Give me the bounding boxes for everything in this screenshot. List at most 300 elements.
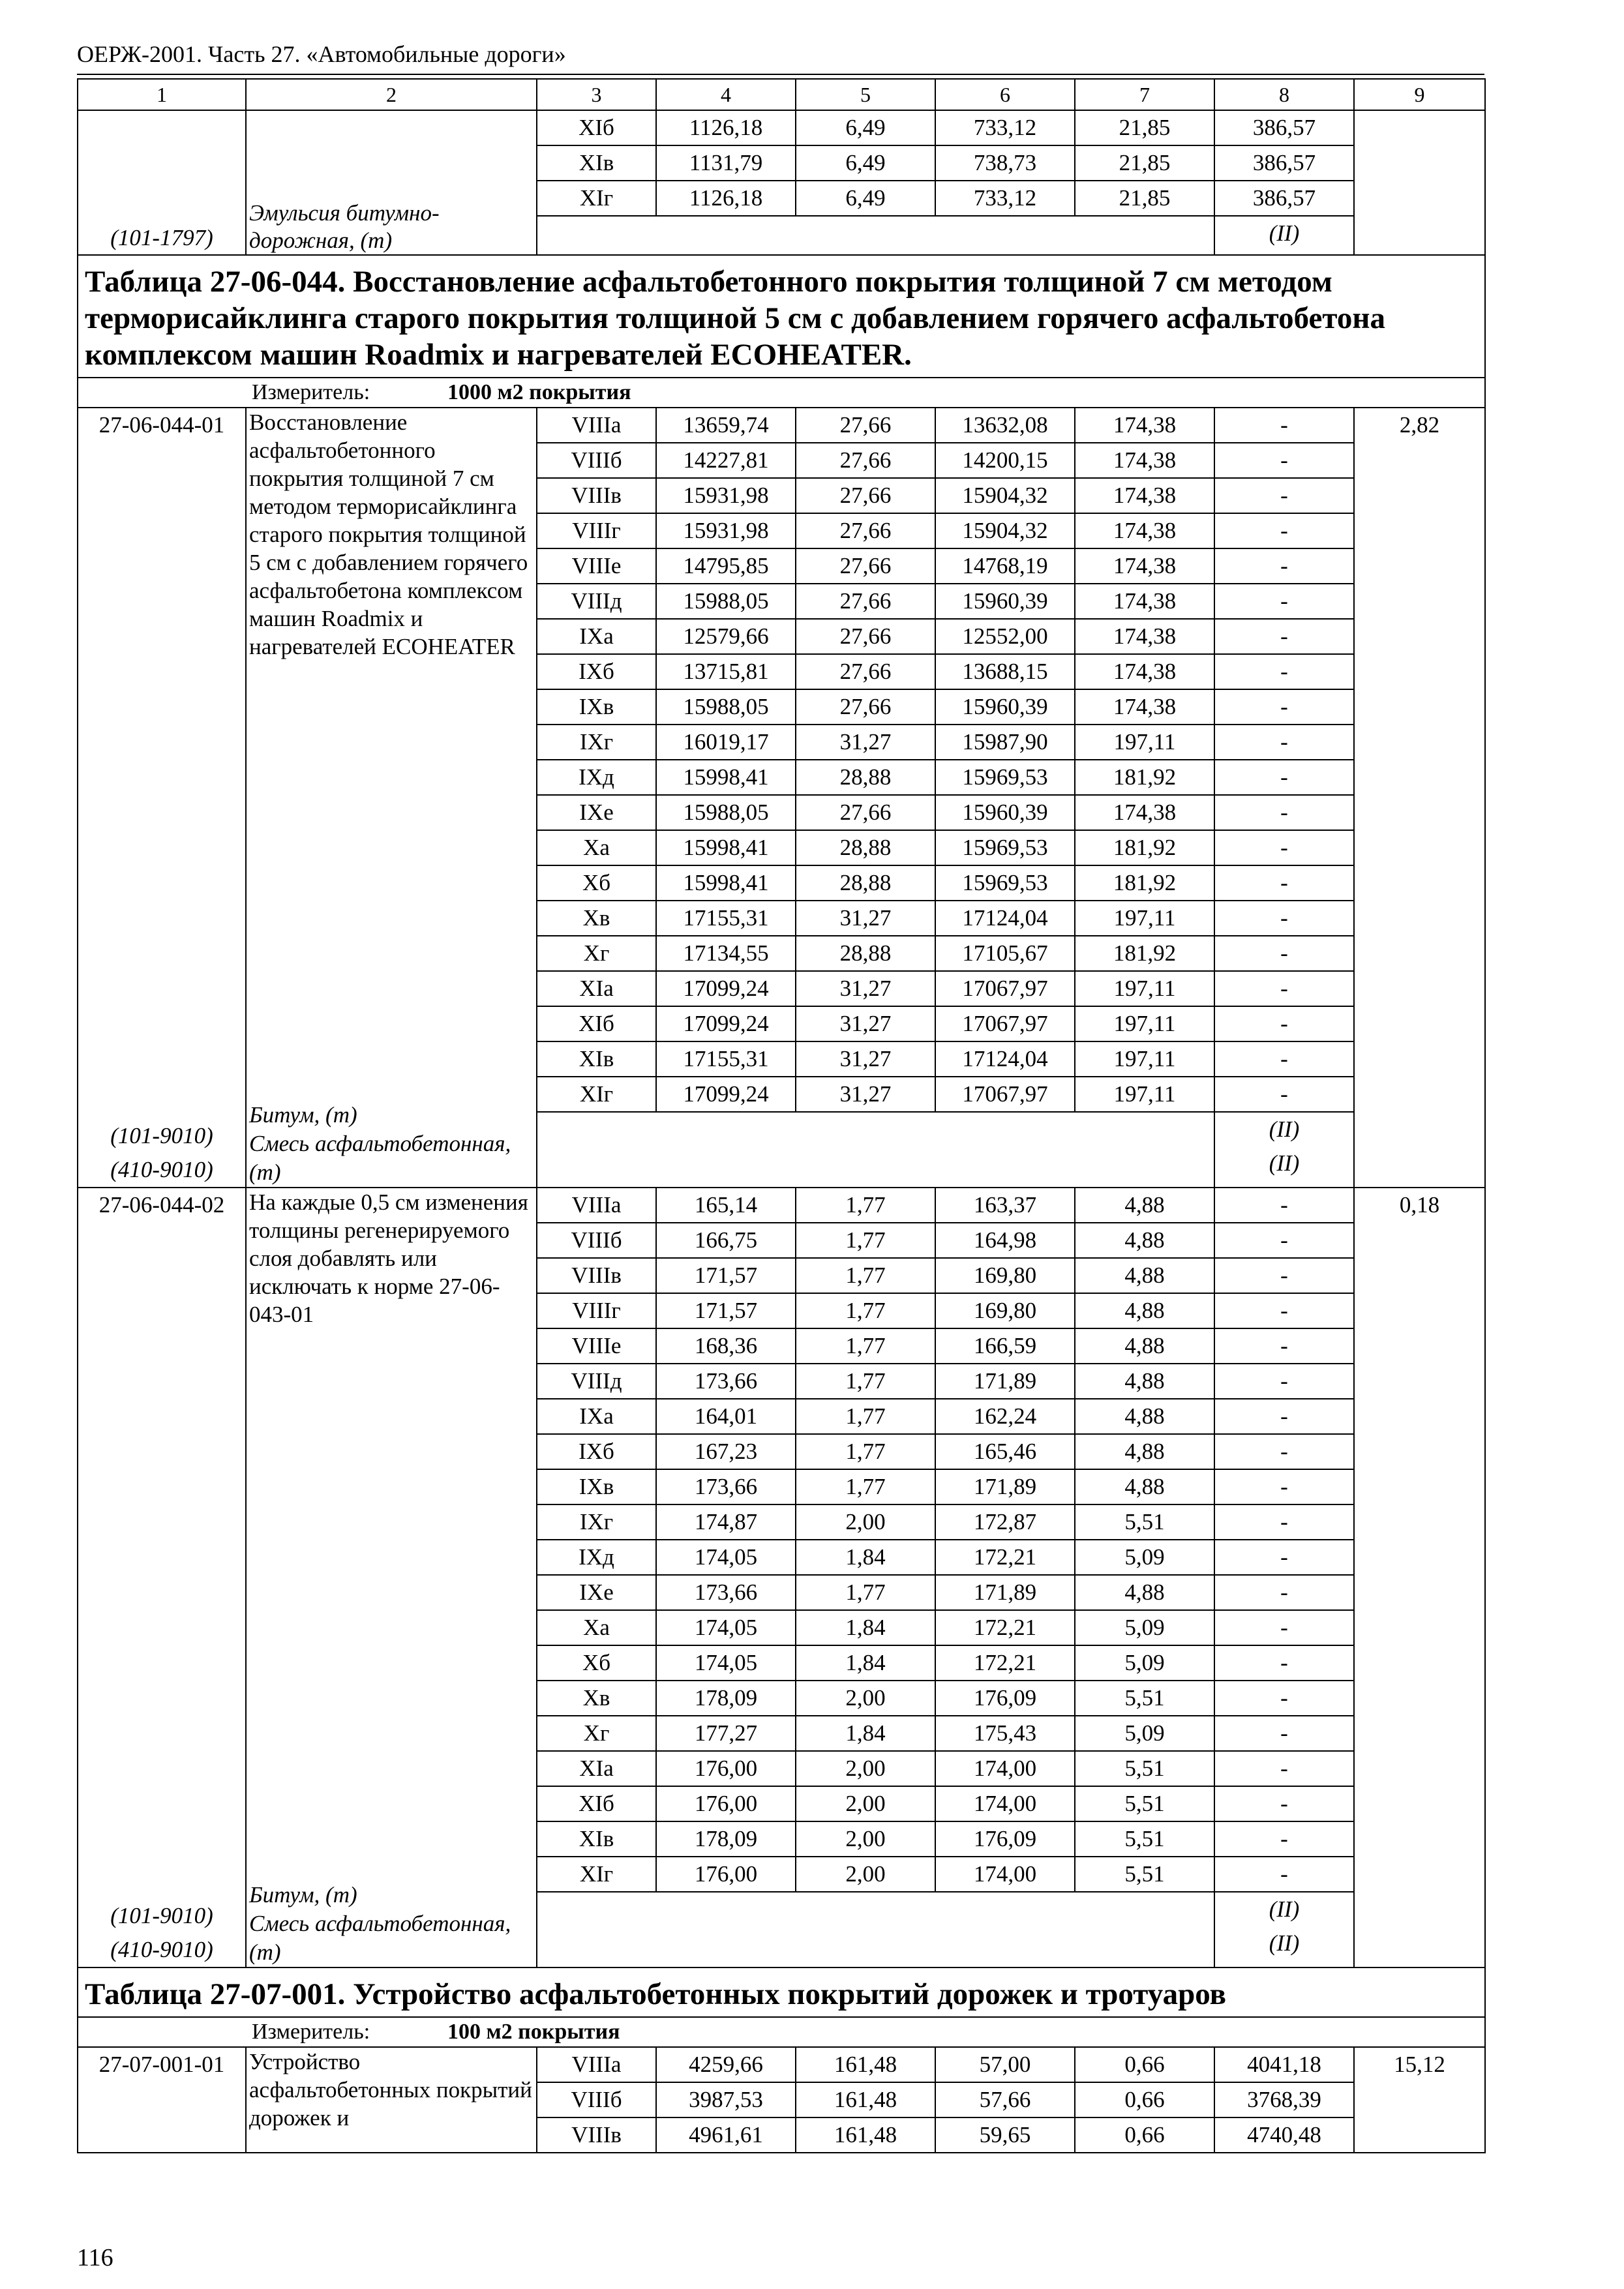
- value-cell: 174,38: [1075, 795, 1214, 830]
- value-cell: 27,66: [796, 619, 935, 654]
- value-cell: 15969,53: [935, 830, 1075, 865]
- value-cell: -: [1214, 1540, 1354, 1575]
- value-cell: 15969,53: [935, 865, 1075, 901]
- header-rule: [77, 74, 1484, 75]
- value-cell: 0,66: [1075, 2047, 1214, 2082]
- value-cell: 15931,98: [656, 513, 796, 548]
- value-cell: -: [1214, 1077, 1354, 1112]
- value-cell: 1131,79: [656, 145, 796, 181]
- value-cell: -: [1214, 936, 1354, 971]
- value-cell: 1,84: [796, 1610, 935, 1645]
- column-number: 5: [796, 79, 935, 110]
- region-cell: VIIIг: [537, 513, 656, 548]
- measure-label: Измеритель:: [252, 380, 370, 404]
- value-cell: 171,89: [935, 1469, 1075, 1504]
- region-cell: VIIIг: [537, 1293, 656, 1328]
- region-cell: IXб: [537, 654, 656, 689]
- value-cell: 176,09: [935, 1681, 1075, 1716]
- norm-name: Восстановление асфальтобетонного покрытия толщиной 7 см методом терморисайклинга старого покрытия толщиной 5 см с добавлением горячего асфальтобетона комплексом машин Roadmix и нагревателей ECOHEATER: [249, 410, 528, 659]
- value-cell: 169,80: [935, 1293, 1075, 1328]
- norm-code-cell: [78, 408, 246, 1188]
- value-cell: 1126,18: [656, 110, 796, 145]
- value-cell: 28,88: [796, 865, 935, 901]
- value-cell: 28,88: [796, 760, 935, 795]
- value-cell: 57,00: [935, 2047, 1075, 2082]
- table-07-001-title: Таблица 27-07-001. Устройство асфальтобетонных покрытий дорожек и тротуаров: [78, 1967, 1485, 2017]
- value-cell: 168,36: [656, 1328, 796, 1364]
- value-cell: 178,09: [656, 1681, 796, 1716]
- value-cell: 15960,39: [935, 689, 1075, 725]
- value-cell: -: [1214, 725, 1354, 760]
- region-cell: IXг: [537, 725, 656, 760]
- value-cell: 13715,81: [656, 654, 796, 689]
- value-cell: 166,59: [935, 1328, 1075, 1364]
- col9-cell: 2,82: [1354, 408, 1485, 1188]
- material-code: (101-9010): [110, 1123, 213, 1148]
- column-number: 4: [656, 79, 796, 110]
- region-cell: XIв: [537, 145, 656, 181]
- norm-code: 27-07-001-01: [98, 2052, 225, 2077]
- value-cell: 15998,41: [656, 830, 796, 865]
- value-cell: 1,77: [796, 1188, 935, 1223]
- column-number: 9: [1354, 79, 1485, 110]
- value-cell: 197,11: [1075, 1041, 1214, 1077]
- value-cell: 173,66: [656, 1469, 796, 1504]
- value-cell: 1,77: [796, 1293, 935, 1328]
- material-name: Битум, (т): [249, 1882, 357, 1908]
- value-cell: 174,38: [1075, 513, 1214, 548]
- value-cell: 4,88: [1075, 1223, 1214, 1258]
- value-cell: 176,09: [935, 1821, 1075, 1857]
- norm-name-cell: [246, 1188, 537, 1967]
- value-cell: 197,11: [1075, 1077, 1214, 1112]
- value-cell: 27,66: [796, 654, 935, 689]
- value-cell: 176,00: [656, 1857, 796, 1892]
- value-cell: 4,88: [1075, 1188, 1214, 1223]
- value-cell: 1,77: [796, 1575, 935, 1610]
- value-cell: 4,88: [1075, 1364, 1214, 1399]
- value-cell: 174,05: [656, 1610, 796, 1645]
- empty-cell: [537, 1892, 1214, 1967]
- value-cell: 15998,41: [656, 865, 796, 901]
- value-cell: 4,88: [1075, 1469, 1214, 1504]
- value-cell: 15931,98: [656, 478, 796, 513]
- region-cell: XIг: [537, 1077, 656, 1112]
- norms-table: [77, 78, 1486, 2153]
- material-marks: [1214, 1892, 1354, 1967]
- region-cell: Xб: [537, 1645, 656, 1681]
- table-row: [78, 2047, 1485, 2082]
- value-cell: 5,09: [1075, 1540, 1214, 1575]
- value-cell: 57,66: [935, 2082, 1075, 2117]
- norm-name: Устройство асфальтобетонных покрытий дорожек и: [249, 2049, 532, 2131]
- value-cell: 5,09: [1075, 1716, 1214, 1751]
- column-number: 3: [537, 79, 656, 110]
- value-cell: -: [1214, 1645, 1354, 1681]
- value-cell: 27,66: [796, 478, 935, 513]
- value-cell: 28,88: [796, 936, 935, 971]
- value-cell: 31,27: [796, 1006, 935, 1041]
- value-cell: 738,73: [935, 145, 1075, 181]
- value-cell: 12579,66: [656, 619, 796, 654]
- value-cell: 27,66: [796, 443, 935, 478]
- value-cell: 386,57: [1214, 110, 1354, 145]
- material-code: (410-9010): [110, 1937, 213, 1962]
- value-cell: 4,88: [1075, 1575, 1214, 1610]
- region-cell: VIIIд: [537, 584, 656, 619]
- value-cell: 174,38: [1075, 478, 1214, 513]
- value-cell: 173,66: [656, 1364, 796, 1399]
- region-cell: XIа: [537, 971, 656, 1006]
- region-cell: Xа: [537, 1610, 656, 1645]
- value-cell: 164,01: [656, 1399, 796, 1434]
- value-cell: 4,88: [1075, 1328, 1214, 1364]
- value-cell: 161,48: [796, 2082, 935, 2117]
- value-cell: 172,21: [935, 1645, 1075, 1681]
- value-cell: 4041,18: [1214, 2047, 1354, 2082]
- value-cell: 4,88: [1075, 1399, 1214, 1434]
- value-cell: -: [1214, 1006, 1354, 1041]
- value-cell: 1,77: [796, 1469, 935, 1504]
- value-cell: -: [1214, 1469, 1354, 1504]
- value-cell: 174,38: [1075, 443, 1214, 478]
- value-cell: 21,85: [1075, 181, 1214, 216]
- value-cell: -: [1214, 901, 1354, 936]
- norm-code-cell: [78, 1188, 246, 1967]
- region-cell: XIб: [537, 1006, 656, 1041]
- value-cell: 4,88: [1075, 1258, 1214, 1293]
- value-cell: 31,27: [796, 1041, 935, 1077]
- table-title-row: [78, 1967, 1485, 2017]
- value-cell: 1,84: [796, 1540, 935, 1575]
- value-cell: 17067,97: [935, 1077, 1075, 1112]
- value-cell: 165,14: [656, 1188, 796, 1223]
- value-cell: 59,65: [935, 2117, 1075, 2153]
- value-cell: -: [1214, 654, 1354, 689]
- region-cell: VIIIв: [537, 2117, 656, 2153]
- value-cell: 14200,15: [935, 443, 1075, 478]
- material-mark: (II): [1269, 1116, 1300, 1142]
- region-cell: Xв: [537, 901, 656, 936]
- value-cell: 17067,97: [935, 971, 1075, 1006]
- region-cell: IXг: [537, 1504, 656, 1540]
- value-cell: 16019,17: [656, 725, 796, 760]
- value-cell: 161,48: [796, 2047, 935, 2082]
- value-cell: 17134,55: [656, 936, 796, 971]
- value-cell: 15988,05: [656, 689, 796, 725]
- value-cell: -: [1214, 1751, 1354, 1786]
- value-cell: 1,84: [796, 1716, 935, 1751]
- value-cell: 15960,39: [935, 584, 1075, 619]
- value-cell: 2,00: [796, 1857, 935, 1892]
- value-cell: 175,43: [935, 1716, 1075, 1751]
- value-cell: 17124,04: [935, 901, 1075, 936]
- region-cell: VIIIе: [537, 548, 656, 584]
- value-cell: 174,05: [656, 1540, 796, 1575]
- col9-cell: 0,18: [1354, 1188, 1485, 1967]
- value-cell: 14795,85: [656, 548, 796, 584]
- value-cell: -: [1214, 1681, 1354, 1716]
- value-cell: 31,27: [796, 971, 935, 1006]
- table-07-001-measure: [78, 2017, 1485, 2047]
- value-cell: -: [1214, 1293, 1354, 1328]
- norm-code: 27-06-044-02: [98, 1192, 225, 1218]
- value-cell: -: [1214, 1223, 1354, 1258]
- material-code: (101-1797): [110, 225, 213, 250]
- value-cell: 0,66: [1075, 2117, 1214, 2153]
- region-cell: IXв: [537, 1469, 656, 1504]
- value-cell: 164,98: [935, 1223, 1075, 1258]
- column-number: 1: [78, 79, 246, 110]
- value-cell: 4740,48: [1214, 2117, 1354, 2153]
- value-cell: -: [1214, 971, 1354, 1006]
- value-cell: 0,66: [1075, 2082, 1214, 2117]
- value-cell: 174,87: [656, 1504, 796, 1540]
- value-cell: 174,38: [1075, 408, 1214, 443]
- empty-cell: [537, 216, 1214, 255]
- value-cell: 15904,32: [935, 513, 1075, 548]
- region-cell: IXб: [537, 1434, 656, 1469]
- value-cell: 1,77: [796, 1223, 935, 1258]
- value-cell: 166,75: [656, 1223, 796, 1258]
- value-cell: 13632,08: [935, 408, 1075, 443]
- value-cell: 197,11: [1075, 901, 1214, 936]
- table-044-measure: [78, 378, 1485, 408]
- value-cell: 197,11: [1075, 971, 1214, 1006]
- value-cell: 2,00: [796, 1681, 935, 1716]
- value-cell: 173,66: [656, 1575, 796, 1610]
- value-cell: 17124,04: [935, 1041, 1075, 1077]
- value-cell: 165,46: [935, 1434, 1075, 1469]
- material-name: Смесь асфальтобетонная, (т): [249, 1131, 511, 1185]
- region-cell: VIIIв: [537, 478, 656, 513]
- value-cell: 17155,31: [656, 1041, 796, 1077]
- measure-label: Измеритель:: [252, 2020, 370, 2044]
- value-cell: 171,57: [656, 1293, 796, 1328]
- value-cell: 167,23: [656, 1434, 796, 1469]
- value-cell: 1,77: [796, 1434, 935, 1469]
- value-cell: 6,49: [796, 181, 935, 216]
- value-cell: -: [1214, 443, 1354, 478]
- value-cell: 17099,24: [656, 1006, 796, 1041]
- value-cell: 1126,18: [656, 181, 796, 216]
- material-code: (410-9010): [110, 1157, 213, 1182]
- material-mark: (II): [1269, 1150, 1300, 1176]
- norm-name: На каждые 0,5 см изменения толщины регенерируемого слоя добавлять или исключать к норме 27-06-043-01: [249, 1189, 528, 1327]
- value-cell: 1,77: [796, 1399, 935, 1434]
- value-cell: -: [1214, 513, 1354, 548]
- value-cell: 3987,53: [656, 2082, 796, 2117]
- value-cell: 169,80: [935, 1258, 1075, 1293]
- col9-cell: [1354, 110, 1485, 255]
- measure-row: [78, 2017, 1485, 2047]
- value-cell: 174,38: [1075, 654, 1214, 689]
- region-cell: Xб: [537, 865, 656, 901]
- value-cell: 2,00: [796, 1786, 935, 1821]
- value-cell: 174,38: [1075, 548, 1214, 584]
- region-cell: IXа: [537, 1399, 656, 1434]
- value-cell: 17067,97: [935, 1006, 1075, 1041]
- value-cell: 1,84: [796, 1645, 935, 1681]
- value-cell: 176,00: [656, 1786, 796, 1821]
- region-cell: IXе: [537, 1575, 656, 1610]
- value-cell: -: [1214, 619, 1354, 654]
- region-cell: Xа: [537, 830, 656, 865]
- region-cell: Xг: [537, 936, 656, 971]
- value-cell: 5,51: [1075, 1857, 1214, 1892]
- value-cell: 181,92: [1075, 936, 1214, 971]
- value-cell: 13688,15: [935, 654, 1075, 689]
- value-cell: 15988,05: [656, 584, 796, 619]
- value-cell: 178,09: [656, 1821, 796, 1857]
- value-cell: -: [1214, 1364, 1354, 1399]
- value-cell: 386,57: [1214, 145, 1354, 181]
- value-cell: -: [1214, 1857, 1354, 1892]
- name-cell: [246, 110, 537, 255]
- norm-code: 27-06-044-01: [98, 412, 225, 438]
- value-cell: 27,66: [796, 408, 935, 443]
- table-044-title: Таблица 27-06-044. Восстановление асфальтобетонного покрытия толщиной 7 см методом терморисайклинга старого покрытия толщиной 5 см с добавлением горячего асфальтобетона комплексом машин Roadmix и нагревателей ECOHEATER.: [78, 255, 1485, 378]
- value-cell: 15969,53: [935, 760, 1075, 795]
- value-cell: 172,21: [935, 1540, 1075, 1575]
- value-cell: 386,57: [1214, 181, 1354, 216]
- value-cell: -: [1214, 584, 1354, 619]
- value-cell: 181,92: [1075, 760, 1214, 795]
- region-cell: VIIIе: [537, 1328, 656, 1364]
- value-cell: 15960,39: [935, 795, 1075, 830]
- value-cell: 15988,05: [656, 795, 796, 830]
- value-cell: -: [1214, 1328, 1354, 1364]
- value-cell: 174,00: [935, 1751, 1075, 1786]
- value-cell: -: [1214, 1716, 1354, 1751]
- value-cell: -: [1214, 1434, 1354, 1469]
- column-number: 6: [935, 79, 1075, 110]
- value-cell: -: [1214, 795, 1354, 830]
- value-cell: 28,88: [796, 830, 935, 865]
- value-cell: -: [1214, 408, 1354, 443]
- value-cell: 5,51: [1075, 1504, 1214, 1540]
- column-number-row: [78, 79, 1485, 110]
- region-cell: XIг: [537, 1857, 656, 1892]
- region-cell: VIIIа: [537, 2047, 656, 2082]
- value-cell: 4,88: [1075, 1434, 1214, 1469]
- value-cell: 27,66: [796, 584, 935, 619]
- region-cell: XIб: [537, 1786, 656, 1821]
- material-mark: (II): [1269, 1930, 1300, 1956]
- value-cell: 174,00: [935, 1857, 1075, 1892]
- value-cell: -: [1214, 830, 1354, 865]
- value-cell: 197,11: [1075, 1006, 1214, 1041]
- value-cell: -: [1214, 1821, 1354, 1857]
- value-cell: 177,27: [656, 1716, 796, 1751]
- value-cell: -: [1214, 689, 1354, 725]
- material-mark: (II): [1269, 1896, 1300, 1922]
- value-cell: 5,09: [1075, 1610, 1214, 1645]
- value-cell: 21,85: [1075, 145, 1214, 181]
- material-name: Смесь асфальтобетонная, (т): [249, 1911, 511, 1965]
- value-cell: 174,38: [1075, 689, 1214, 725]
- value-cell: 4259,66: [656, 2047, 796, 2082]
- material-name: Эмульсия битумно-дорожная, (т): [249, 200, 440, 253]
- column-number: 8: [1214, 79, 1354, 110]
- value-cell: 21,85: [1075, 110, 1214, 145]
- measure-value: 1000 м2 покрытия: [447, 380, 631, 404]
- value-cell: -: [1214, 1610, 1354, 1645]
- region-cell: IXа: [537, 619, 656, 654]
- value-cell: 733,12: [935, 181, 1075, 216]
- value-cell: 15987,90: [935, 725, 1075, 760]
- value-cell: 5,51: [1075, 1681, 1214, 1716]
- value-cell: 5,51: [1075, 1786, 1214, 1821]
- value-cell: 1,77: [796, 1328, 935, 1364]
- norm-code-cell: [78, 2047, 246, 2153]
- table-title-row: [78, 255, 1485, 378]
- value-cell: 733,12: [935, 110, 1075, 145]
- norm-name-cell: [246, 2047, 537, 2153]
- table-row: [78, 1188, 1485, 1223]
- value-cell: -: [1214, 1786, 1354, 1821]
- region-cell: IXд: [537, 1540, 656, 1575]
- value-cell: -: [1214, 1041, 1354, 1077]
- value-cell: -: [1214, 1188, 1354, 1223]
- value-cell: 172,21: [935, 1610, 1075, 1645]
- material-marks: [1214, 1112, 1354, 1188]
- value-cell: 27,66: [796, 548, 935, 584]
- region-cell: Xг: [537, 1716, 656, 1751]
- value-cell: 174,38: [1075, 619, 1214, 654]
- value-cell: 5,51: [1075, 1751, 1214, 1786]
- code-cell: [78, 110, 246, 255]
- value-cell: 27,66: [796, 513, 935, 548]
- value-cell: 3768,39: [1214, 2082, 1354, 2117]
- value-cell: -: [1214, 1258, 1354, 1293]
- region-cell: XIв: [537, 1821, 656, 1857]
- region-cell: VIIIд: [537, 1364, 656, 1399]
- value-cell: 13659,74: [656, 408, 796, 443]
- empty-cell: [537, 1112, 1214, 1188]
- value-cell: -: [1214, 478, 1354, 513]
- region-cell: VIIIб: [537, 443, 656, 478]
- region-cell: XIв: [537, 1041, 656, 1077]
- table-row: [78, 110, 1485, 145]
- value-cell: 174,05: [656, 1645, 796, 1681]
- value-cell: 14227,81: [656, 443, 796, 478]
- material-mark: (II): [1214, 216, 1354, 255]
- value-cell: 181,92: [1075, 865, 1214, 901]
- value-cell: 171,89: [935, 1575, 1075, 1610]
- value-cell: 12552,00: [935, 619, 1075, 654]
- value-cell: 31,27: [796, 725, 935, 760]
- value-cell: 171,57: [656, 1258, 796, 1293]
- value-cell: 176,00: [656, 1751, 796, 1786]
- region-cell: IXе: [537, 795, 656, 830]
- value-cell: 27,66: [796, 795, 935, 830]
- value-cell: -: [1214, 1504, 1354, 1540]
- value-cell: -: [1214, 1399, 1354, 1434]
- running-header: ОЕРЖ-2001. Часть 27. «Автомобильные дороги»: [77, 41, 566, 67]
- value-cell: 197,11: [1075, 725, 1214, 760]
- region-cell: VIIIб: [537, 2082, 656, 2117]
- region-cell: XIа: [537, 1751, 656, 1786]
- value-cell: 14768,19: [935, 548, 1075, 584]
- page-number: 116: [77, 2244, 113, 2271]
- region-cell: XIб: [537, 110, 656, 145]
- value-cell: 161,48: [796, 2117, 935, 2153]
- region-cell: Xв: [537, 1681, 656, 1716]
- region-cell: IXв: [537, 689, 656, 725]
- material-name: Битум, (т): [249, 1102, 357, 1128]
- region-cell: VIIIв: [537, 1258, 656, 1293]
